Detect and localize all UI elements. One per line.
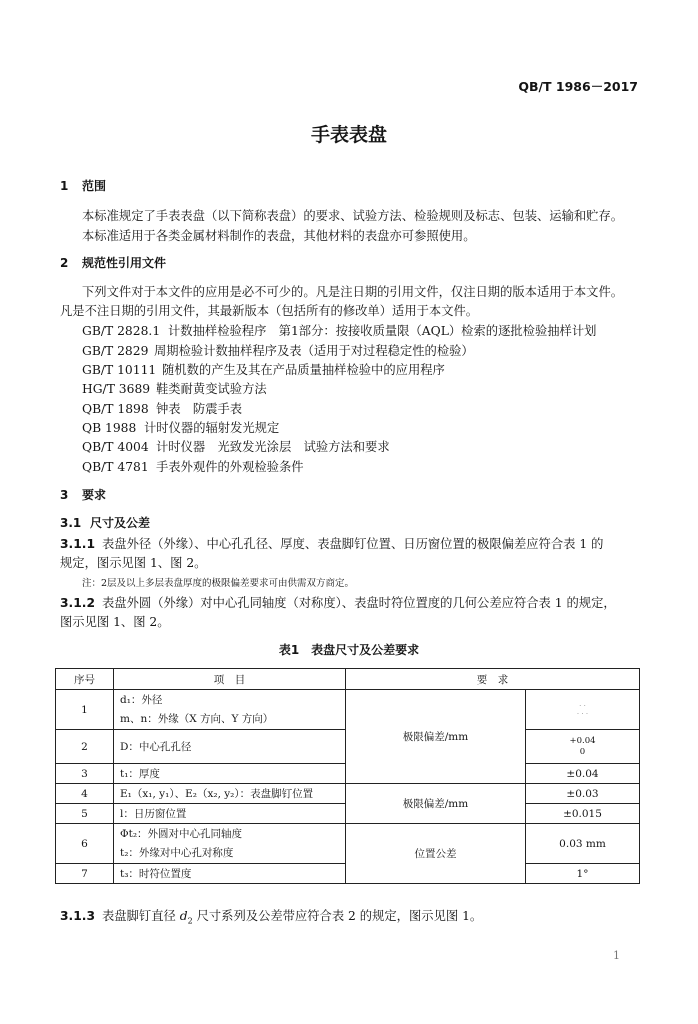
row-item-line-1: d₁：外径 [120,693,163,706]
table-row [56,690,640,730]
reference-code: QB 1988 [82,421,137,435]
reference-item [82,418,279,436]
clause-3-1-1-number: 3.1.1 [60,537,96,551]
row-number: 1 [56,690,114,730]
group-limit-deviation-1: 极限偏差/mm [346,690,526,784]
section-3-number: 3 [60,488,69,502]
scope-paragraph-1: 本标准规定了手表表盘（以下简称表盘）的要求、试验方法、检验规则及标志、包装、运输和贮存。 [82,209,624,223]
table-row [56,784,640,804]
group-position-tolerance: 位置公差 [346,824,526,884]
row-item [114,824,346,864]
tolerance-lower: 0 [579,746,586,757]
reference-title: 周期检验计数抽样程序及表（适用于对过程稳定性的检验） [154,344,474,358]
section-3-1-heading [60,514,150,531]
page-title: 手表表盘 [310,124,387,146]
section-3-title: 要求 [82,488,107,502]
section-2-number: 2 [60,256,69,270]
row-number: 5 [56,804,114,824]
section-3-1-title: 尺寸及公差 [90,516,151,530]
reference-title: 鞋类耐黄变试验方法 [156,382,267,396]
section-2-title: 规范性引用文件 [82,256,167,270]
row-value: 1° [526,864,640,884]
reference-item [82,379,267,397]
clause-3-1-2-line-1 [60,593,616,611]
row-value: 0.03 mm [526,824,640,864]
reference-code: HG/T 3689 [82,382,151,396]
section-1-number: 1 [60,179,69,193]
reference-item [82,399,242,417]
reference-title: 计时仪器 光致发光涂层 试验方法和要求 [156,440,390,454]
tolerance-upper: +0.04 [569,735,596,746]
faint-value-mark: · · [579,701,586,710]
row-item: t₁：厚度 [114,764,346,784]
section-1-heading [60,177,106,194]
table-1-caption: 表1 表盘尺寸及公差要求 [278,643,420,657]
group-limit-deviation-2: 极限偏差/mm [346,784,526,824]
reference-code: GB/T 2828.1 [82,324,161,338]
faint-value-mark: · · · [576,709,589,718]
row-item [114,690,346,730]
clause-3-1-3-text-post: 尺寸系列及公差带应符合表 2 的规定，图示见图 1。 [192,909,483,923]
row-number: 6 [56,824,114,864]
section-1-title: 范围 [82,179,107,193]
reference-title: 随机数的产生及其在产品质量抽样检验中的应用程序 [162,363,445,377]
reference-item [82,360,445,378]
section-3-1-number: 3.1 [60,516,82,530]
clause-3-1-1-text: 表盘外径（外缘）、中心孔孔径、厚度、表盘脚钉位置、日历窗位置的极限偏差应符合表 1 的 [102,537,604,551]
clause-3-1-3-text-pre: 表盘脚钉直径 [102,909,180,923]
reference-title: 钟表 防震手表 [156,402,243,416]
page-number: 1 [613,949,620,962]
table-1 [55,668,640,884]
reference-title: 手表外观件的外观检验条件 [156,460,304,474]
table-header-row [56,669,640,690]
header-item: 项 目 [114,669,346,690]
reference-title: 计时仪器的辐射发光规定 [144,421,280,435]
clause-3-1-3-symbol: d [179,909,188,923]
row-item-line-2: t₂：外缘对中心孔对称度 [120,846,234,859]
clause-3-1-3-subscript: 2 [187,916,193,926]
row-item-line-2: m、n：外缘（X 方向、Y 方向） [120,712,274,725]
reference-title: 计数抽样检验程序 第1部分：按接收质量限（AQL）检索的逐批检验抽样计划 [168,324,597,338]
references-intro-line-2: 凡是不注日期的引用文件，其最新版本（包括所有的修改单）适用于本文件。 [60,304,479,318]
header-requirement: 要 求 [346,669,640,690]
clause-3-1-1-line-1 [60,534,603,552]
row-item: t₃：时符位置度 [114,864,346,884]
row-number: 4 [56,784,114,804]
row-item-line-1: Φt₂：外圆对中心孔同轴度 [120,827,243,840]
reference-code: GB/T 10111 [82,363,157,377]
scope-paragraph-2: 本标准适用于各类金属材料制作的表盘，其他材料的表盘亦可参照使用。 [82,229,476,243]
reference-item [82,321,596,339]
reference-code: GB/T 2829 [82,344,149,358]
references-intro-line-1: 下列文件对于本文件的应用是必不可少的。凡是注日期的引用文件，仅注日期的版本适用于本文件。 [82,285,624,299]
note-multilayer-thickness: 注：2层及以上多层表盘厚度的极限偏差要求可由供需双方商定。 [82,578,355,589]
clause-3-1-3-number: 3.1.3 [60,909,96,923]
clause-3-1-2-line-2: 图示见图 1、图 2。 [60,615,170,629]
row-value: ±0.015 [526,804,640,824]
row-value: ±0.04 [526,764,640,784]
reference-item [82,341,474,359]
reference-item [82,457,304,475]
clause-3-1-3 [60,906,482,925]
row-value: ±0.03 [526,784,640,804]
reference-code: QB/T 4781 [82,460,149,474]
clause-3-1-2-text: 表盘外圆（外缘）对中心孔同轴度（对称度）、表盘时符位置度的几何公差应符合表 1 的规定， [102,596,616,610]
header-no: 序号 [56,669,114,690]
row-number: 3 [56,764,114,784]
row-value [526,690,640,730]
row-value [526,730,640,764]
reference-code: QB/T 1898 [82,402,149,416]
row-item: l：日历窗位置 [114,804,346,824]
row-number: 7 [56,864,114,884]
row-item: D：中心孔孔径 [114,730,346,764]
reference-item [82,437,390,455]
standard-number: QB/T 1986－2017 [518,79,638,94]
section-3-heading [60,486,106,503]
clause-3-1-2-number: 3.1.2 [60,596,96,610]
reference-code: QB/T 4004 [82,440,149,454]
row-item: E₁（x₁, y₁）、E₂（x₂, y₂）：表盘脚钉位置 [114,784,346,804]
row-number: 2 [56,730,114,764]
table-row [56,824,640,864]
clause-3-1-1-line-2: 规定，图示见图 1、图 2。 [60,556,207,570]
section-2-heading [60,254,166,271]
